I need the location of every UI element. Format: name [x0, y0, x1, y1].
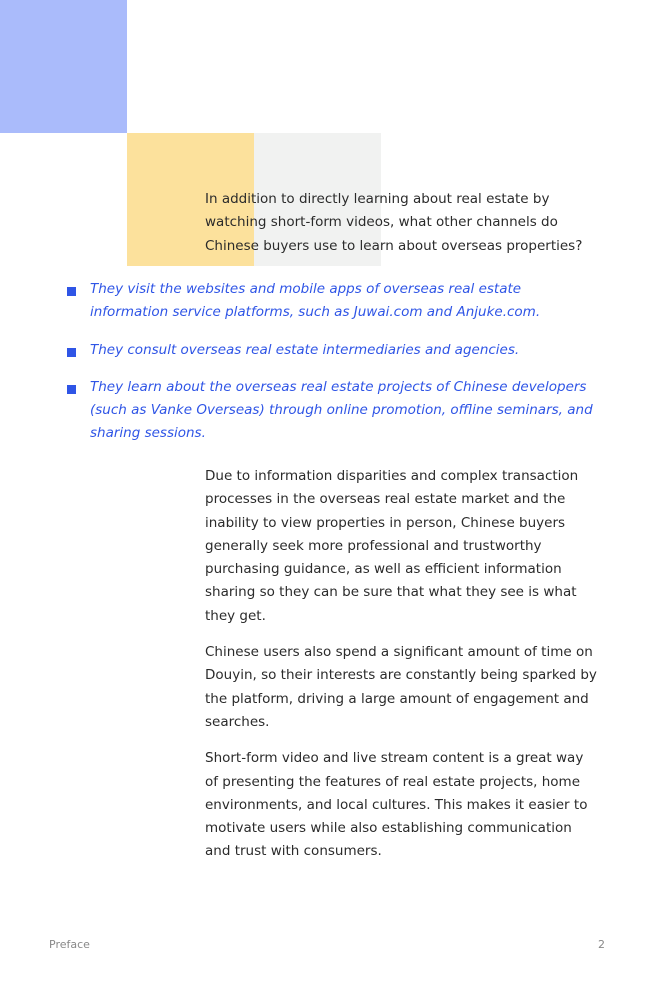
list-item-text: They visit the websites and mobile apps of overseas real estate information service platforms, such as Juwai.com and Anjuke.com.: [90, 281, 541, 321]
list-item-text: They consult overseas real estate intermediaries and agencies.: [90, 341, 520, 358]
footer-section-label: Preface: [49, 938, 90, 951]
page-number: 2: [598, 938, 605, 951]
decorative-blue-block: [0, 0, 127, 133]
channel-list: [66, 278, 596, 460]
body-paragraph: Due to information disparities and complex transaction processes in the overseas real estate market and the inability to view properties in person, Chinese buyers generally seek more professional and trustworthy purchasing guidance, as well as efficient information sharing so they can be sure that what they see is what they get.: [205, 468, 579, 624]
list-item: [66, 339, 596, 362]
square-bullet-icon: [67, 348, 76, 357]
list-item: [66, 376, 596, 446]
intro-question: In addition to directly learning about real estate by watching short-form videos, what other channels do Chinese buyers use to learn about overseas properties?: [205, 191, 583, 254]
square-bullet-icon: [67, 385, 76, 394]
square-bullet-icon: [67, 287, 76, 296]
body-paragraph: Short-form video and live stream content is a great way of presenting the features of real estate projects, home environments, and local cultures. This makes it easier to motivate users while also establishing communication and trust with consumers.: [205, 750, 588, 860]
list-item: [66, 278, 596, 325]
body-paragraph: Chinese users also spend a significant amount of time on Douyin, so their interests are constantly being sparked by the platform, driving a large amount of engagement and searches.: [205, 644, 597, 730]
body-text: [205, 465, 600, 877]
list-item-text: They learn about the overseas real estate projects of Chinese developers (such as Vanke Overseas) through online promotion, offline seminars, and sharing sessions.: [90, 378, 593, 442]
